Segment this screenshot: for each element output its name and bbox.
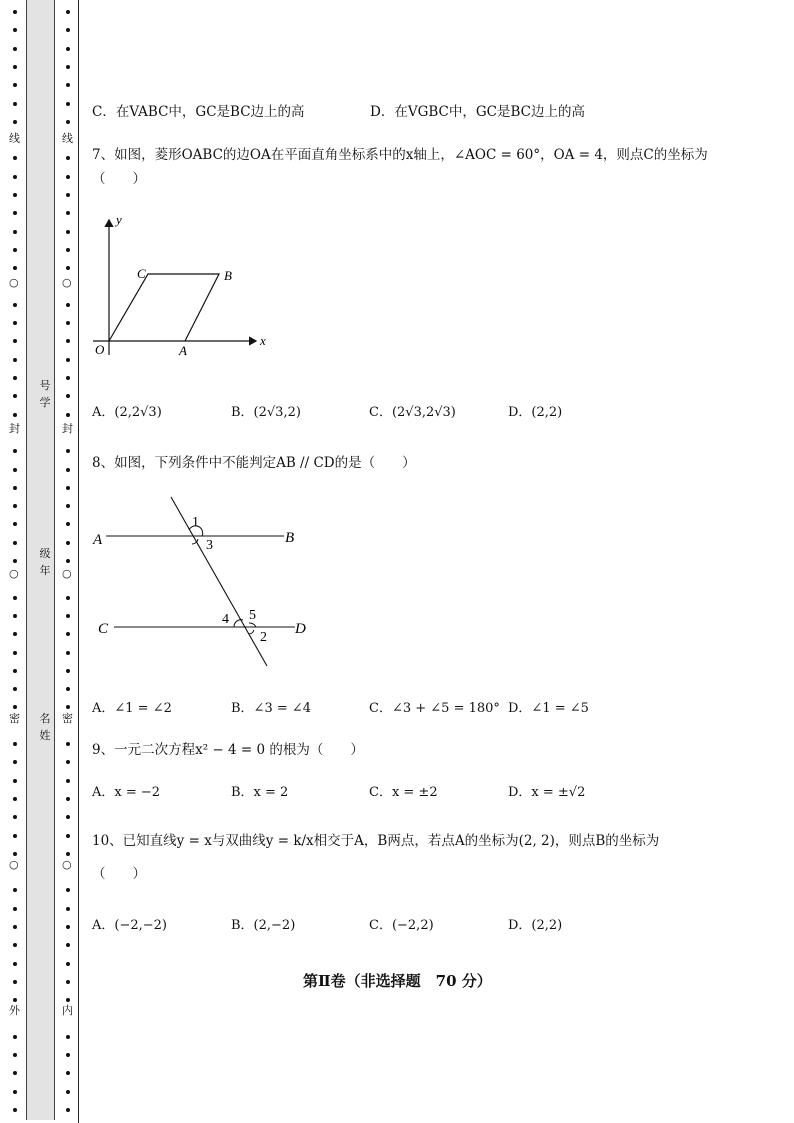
outer-dot bbox=[13, 120, 17, 124]
outer-dot bbox=[13, 852, 17, 856]
inner-dot bbox=[66, 193, 70, 197]
q7-option-c: C．(2√3,2√3) bbox=[369, 405, 456, 420]
outer-label-3: ○ bbox=[9, 567, 19, 580]
student-field-number: 号学 bbox=[39, 379, 51, 409]
outer-dot bbox=[13, 962, 17, 966]
q7-stem: 7、如图，菱形OABC的边OA在平面直角坐标系中的x轴上，∠AOC = 60°，OA = 4，则点C的坐标为 bbox=[92, 147, 708, 163]
inner-dot bbox=[66, 1108, 70, 1112]
inner-dot bbox=[66, 541, 70, 545]
outer-dot bbox=[13, 1035, 17, 1039]
outer-dot bbox=[13, 797, 17, 801]
inner-label-6: 内 bbox=[62, 1004, 73, 1017]
outer-dot bbox=[13, 522, 17, 526]
q9-option-c: C．x = ±2 bbox=[369, 785, 438, 800]
outer-dot bbox=[13, 156, 17, 160]
inner-dot bbox=[66, 925, 70, 929]
q9-option-b: B．x = 2 bbox=[231, 785, 289, 800]
inner-dot bbox=[66, 962, 70, 966]
outer-dot bbox=[13, 705, 17, 709]
outer-dot bbox=[13, 248, 17, 252]
outer-dot bbox=[13, 559, 17, 563]
inner-dot bbox=[66, 687, 70, 691]
inner-dot bbox=[66, 980, 70, 984]
q6-option-c: C．在VABC中，GC是BC边上的高 bbox=[92, 104, 305, 120]
q8-label-a: A bbox=[93, 532, 103, 548]
q10-option-c: C．(−2,2) bbox=[369, 918, 434, 933]
outer-label-2: 封 bbox=[9, 422, 20, 435]
inner-label-5: ○ bbox=[62, 858, 72, 871]
outer-dot bbox=[13, 449, 17, 453]
outer-dot bbox=[13, 102, 17, 106]
q8-option-a: A．∠1 = ∠2 bbox=[92, 701, 172, 716]
outer-dot bbox=[13, 65, 17, 69]
outer-dot bbox=[13, 28, 17, 32]
q8-angle-4: 4 bbox=[222, 612, 229, 627]
outer-dot bbox=[13, 614, 17, 618]
q10-paren: （ ） bbox=[92, 866, 146, 882]
q8-option-d: D．∠1 = ∠5 bbox=[508, 701, 589, 716]
inner-dot bbox=[66, 303, 70, 307]
q8-option-b: B．∠3 = ∠4 bbox=[231, 701, 312, 716]
q7-option-b: B．(2√3,2) bbox=[231, 405, 301, 420]
outer-dot bbox=[13, 303, 17, 307]
q7-label-c: C bbox=[137, 266, 146, 281]
inner-dot bbox=[66, 175, 70, 179]
inner-dot bbox=[66, 102, 70, 106]
outer-dot bbox=[13, 47, 17, 51]
outer-dot bbox=[13, 1053, 17, 1057]
outer-dot bbox=[13, 1090, 17, 1094]
inner-dot bbox=[66, 376, 70, 380]
inner-dot bbox=[66, 10, 70, 14]
section-two-title: 第Ⅱ卷（非选择题 70 分） bbox=[303, 972, 492, 990]
inner-dot bbox=[66, 504, 70, 508]
inner-dot bbox=[66, 760, 70, 764]
inner-dot bbox=[66, 449, 70, 453]
q8-angle-1: 1 bbox=[192, 515, 199, 530]
inner-dot bbox=[66, 852, 70, 856]
inner-dot bbox=[66, 888, 70, 892]
q10-option-a: A．(−2,−2) bbox=[92, 918, 167, 933]
outer-dot bbox=[13, 486, 17, 490]
outer-label-5: ○ bbox=[9, 858, 19, 871]
inner-dot bbox=[66, 669, 70, 673]
inner-label-3: ○ bbox=[62, 567, 72, 580]
inner-label-4: 密 bbox=[62, 712, 73, 725]
outer-dot bbox=[13, 266, 17, 270]
outer-dot bbox=[13, 376, 17, 380]
q8-figure-parallel-lines bbox=[90, 492, 320, 672]
outer-dot bbox=[13, 339, 17, 343]
inner-dot bbox=[66, 248, 70, 252]
inner-dot bbox=[66, 522, 70, 526]
outer-label-6: 外 bbox=[9, 1004, 20, 1017]
inner-dot bbox=[66, 907, 70, 911]
inner-dot bbox=[66, 834, 70, 838]
q10-option-d: D．(2,2) bbox=[508, 918, 563, 933]
inner-dot bbox=[66, 47, 70, 51]
q7-label-b: B bbox=[224, 268, 232, 283]
outer-dot bbox=[13, 925, 17, 929]
outer-dot bbox=[13, 468, 17, 472]
q7-label-o: O bbox=[95, 342, 105, 357]
inner-dot bbox=[66, 705, 70, 709]
inner-dot bbox=[66, 596, 70, 600]
inner-dot bbox=[66, 779, 70, 783]
q9-stem: 9、一元二次方程x² − 4 = 0 的根为（ ） bbox=[92, 742, 364, 758]
q9-option-d: D．x = ±√2 bbox=[508, 785, 586, 800]
outer-dot bbox=[13, 541, 17, 545]
q6-option-d: D．在VGBC中，GC是BC边上的高 bbox=[370, 104, 585, 120]
inner-label-0: 线 bbox=[62, 132, 73, 145]
inner-label-1: ○ bbox=[62, 276, 72, 289]
outer-dot bbox=[13, 10, 17, 14]
inner-dot bbox=[66, 211, 70, 215]
q7-option-d: D．(2,2) bbox=[508, 405, 563, 420]
inner-dot bbox=[66, 230, 70, 234]
inner-dot bbox=[66, 559, 70, 563]
outer-dot bbox=[13, 1071, 17, 1075]
inner-dot bbox=[66, 1071, 70, 1075]
inner-dot bbox=[66, 120, 70, 124]
inner-dot bbox=[66, 614, 70, 618]
q10-stem: 10、已知直线y = x与双曲线y = k/x相交于A，B两点，若点A的坐标为(2, 2)，则点B的坐标为 bbox=[92, 833, 660, 849]
outer-dot bbox=[13, 815, 17, 819]
q9-option-a: A．x = −2 bbox=[92, 785, 161, 800]
inner-dot bbox=[66, 651, 70, 655]
q8-label-c: C bbox=[98, 621, 109, 637]
outer-dot bbox=[13, 413, 17, 417]
inner-dot bbox=[66, 339, 70, 343]
inner-dot bbox=[66, 815, 70, 819]
outer-dot bbox=[13, 943, 17, 947]
outer-dot bbox=[13, 211, 17, 215]
outer-dot bbox=[13, 907, 17, 911]
inner-dot bbox=[66, 28, 70, 32]
student-field-class: 级年 bbox=[39, 547, 51, 577]
q8-stem: 8、如图，下列条件中不能判定AB // CD的是（ ） bbox=[92, 455, 416, 471]
outer-dot bbox=[13, 888, 17, 892]
student-field-name: 名姓 bbox=[39, 712, 51, 742]
outer-dot bbox=[13, 358, 17, 362]
inner-dot bbox=[66, 358, 70, 362]
q7-label-y: y bbox=[116, 212, 122, 227]
outer-dot bbox=[13, 83, 17, 87]
inner-dot bbox=[66, 943, 70, 947]
q8-angle-5: 5 bbox=[249, 608, 256, 623]
q8-label-d: D bbox=[295, 621, 306, 637]
outer-label-4: 密 bbox=[9, 712, 20, 725]
outer-dot bbox=[13, 779, 17, 783]
inner-dot bbox=[66, 266, 70, 270]
inner-dot bbox=[66, 83, 70, 87]
q7-label-x: x bbox=[260, 333, 266, 348]
inner-dot bbox=[66, 742, 70, 746]
inner-dot bbox=[66, 468, 70, 472]
outer-label-1: ○ bbox=[9, 276, 19, 289]
inner-dot bbox=[66, 1053, 70, 1057]
inner-dot bbox=[66, 632, 70, 636]
outer-dot bbox=[13, 193, 17, 197]
q8-option-c: C．∠3 + ∠5 = 180° bbox=[369, 701, 500, 716]
outer-dot bbox=[13, 1108, 17, 1112]
outer-dot bbox=[13, 651, 17, 655]
outer-dot bbox=[13, 596, 17, 600]
outer-dot bbox=[13, 742, 17, 746]
outer-label-0: 线 bbox=[9, 132, 20, 145]
q8-label-b: B bbox=[285, 530, 295, 546]
inner-dot bbox=[66, 797, 70, 801]
inner-dot bbox=[66, 65, 70, 69]
margin-divider-line bbox=[78, 0, 79, 1123]
q8-angle-3: 3 bbox=[206, 538, 213, 553]
q7-label-a: A bbox=[179, 343, 187, 358]
inner-dot bbox=[66, 413, 70, 417]
q8-angle-2: 2 bbox=[260, 630, 267, 645]
inner-dot bbox=[66, 998, 70, 1002]
outer-dot bbox=[13, 504, 17, 508]
inner-dot bbox=[66, 394, 70, 398]
q10-option-b: B．(2,−2) bbox=[231, 918, 296, 933]
inner-dot bbox=[66, 1035, 70, 1039]
outer-dot bbox=[13, 998, 17, 1002]
outer-dot bbox=[13, 980, 17, 984]
outer-dot bbox=[13, 760, 17, 764]
inner-dot bbox=[66, 1090, 70, 1094]
inner-label-2: 封 bbox=[62, 422, 73, 435]
inner-dot bbox=[66, 321, 70, 325]
outer-dot bbox=[13, 175, 17, 179]
q7-figure-rhombus bbox=[88, 210, 278, 360]
inner-dot bbox=[66, 486, 70, 490]
outer-dot bbox=[13, 394, 17, 398]
outer-dot bbox=[13, 230, 17, 234]
outer-dot bbox=[13, 834, 17, 838]
q7-option-a: A．(2,2√3) bbox=[92, 405, 162, 420]
inner-dot bbox=[66, 156, 70, 160]
outer-dot bbox=[13, 321, 17, 325]
outer-dot bbox=[13, 687, 17, 691]
outer-dot bbox=[13, 669, 17, 673]
q7-paren: （ ） bbox=[92, 171, 146, 187]
outer-dot bbox=[13, 632, 17, 636]
